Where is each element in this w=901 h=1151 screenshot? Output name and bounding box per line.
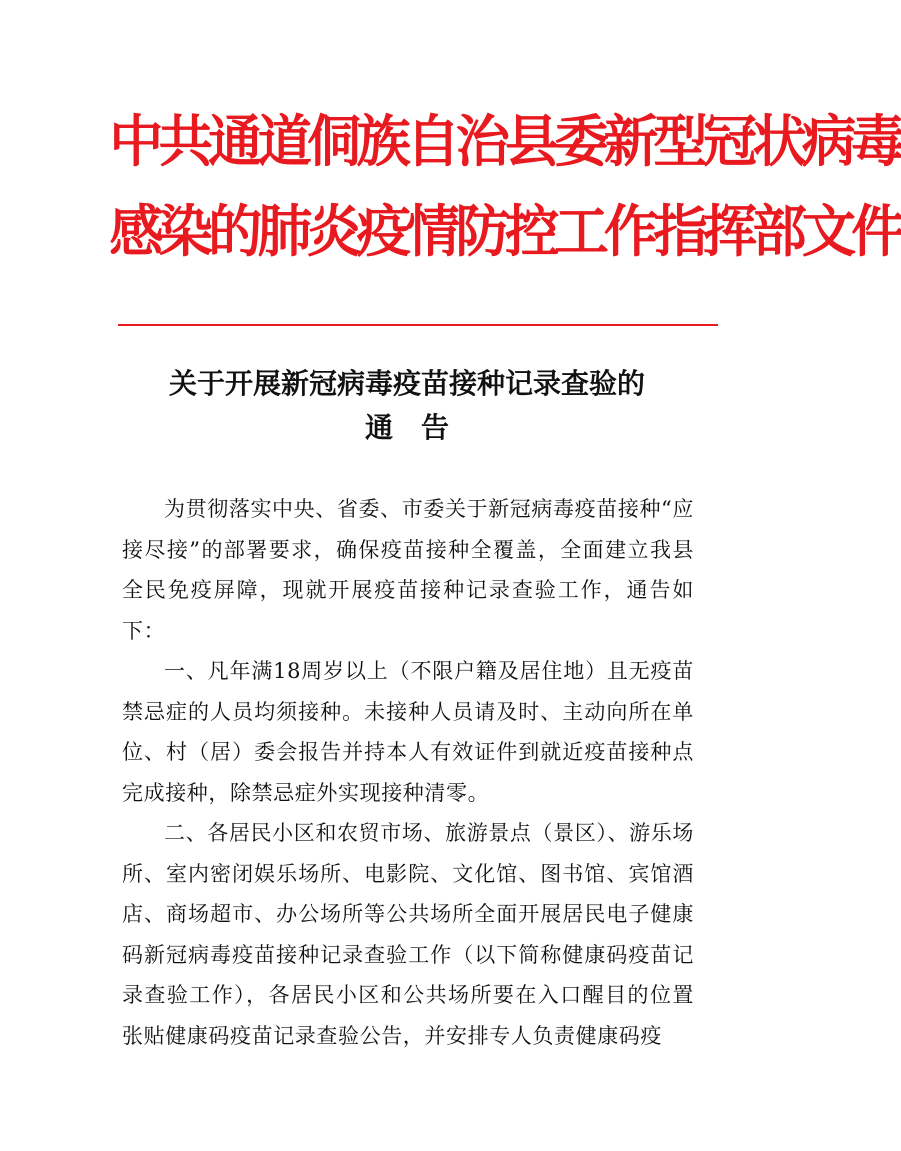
notice-title-line-2: 通 告 bbox=[364, 411, 449, 444]
body-paragraph-item-1: 一、凡年满18周岁以上（不限户籍及居住地）且无疫苗禁忌症的人员均须接种。未接种人员请及时、主动向所在单位、村（居）委会报告并持本人有效证件到就近疫苗接种点完成接种，除禁忌症外实现接种清零。 bbox=[122, 659, 694, 805]
red-separator-rule bbox=[118, 324, 718, 326]
body-paragraph-item-2: 二、各居民小区和农贸市场、旅游景点（景区）、游乐场所、室内密闭娱乐场所、电影院、文化馆、图书馆、宾馆酒店、商场超市、办公场所等公共场所全面开展居民电子健康码新冠病毒疫苗接种记录查验工作（以下简称健康码疫苗记录查验工作），各居民小区和公共场所要在入口醒目的位置张贴健康码疫苗记录查验公告，并安排专人负责健康码疫 bbox=[122, 821, 694, 1048]
notice-title-line-1: 关于开展新冠病毒疫苗接种记录查验的 bbox=[168, 367, 645, 400]
notice-body bbox=[122, 489, 694, 1056]
issuing-authority-header-line-2: 感染的肺炎疫情防控工作指挥部文件 bbox=[109, 199, 901, 265]
issuing-authority-header-line-1: 中共通道侗族自治县委新型冠状病毒 bbox=[109, 109, 901, 175]
body-paragraph-intro: 为贯彻落实中央、省委、市委关于新冠病毒疫苗接种“应接尽接”的部署要求，确保疫苗接种全覆盖，全面建立我县全民免疫屏障，现就开展疫苗接种记录查验工作，通告如下： bbox=[122, 497, 694, 643]
